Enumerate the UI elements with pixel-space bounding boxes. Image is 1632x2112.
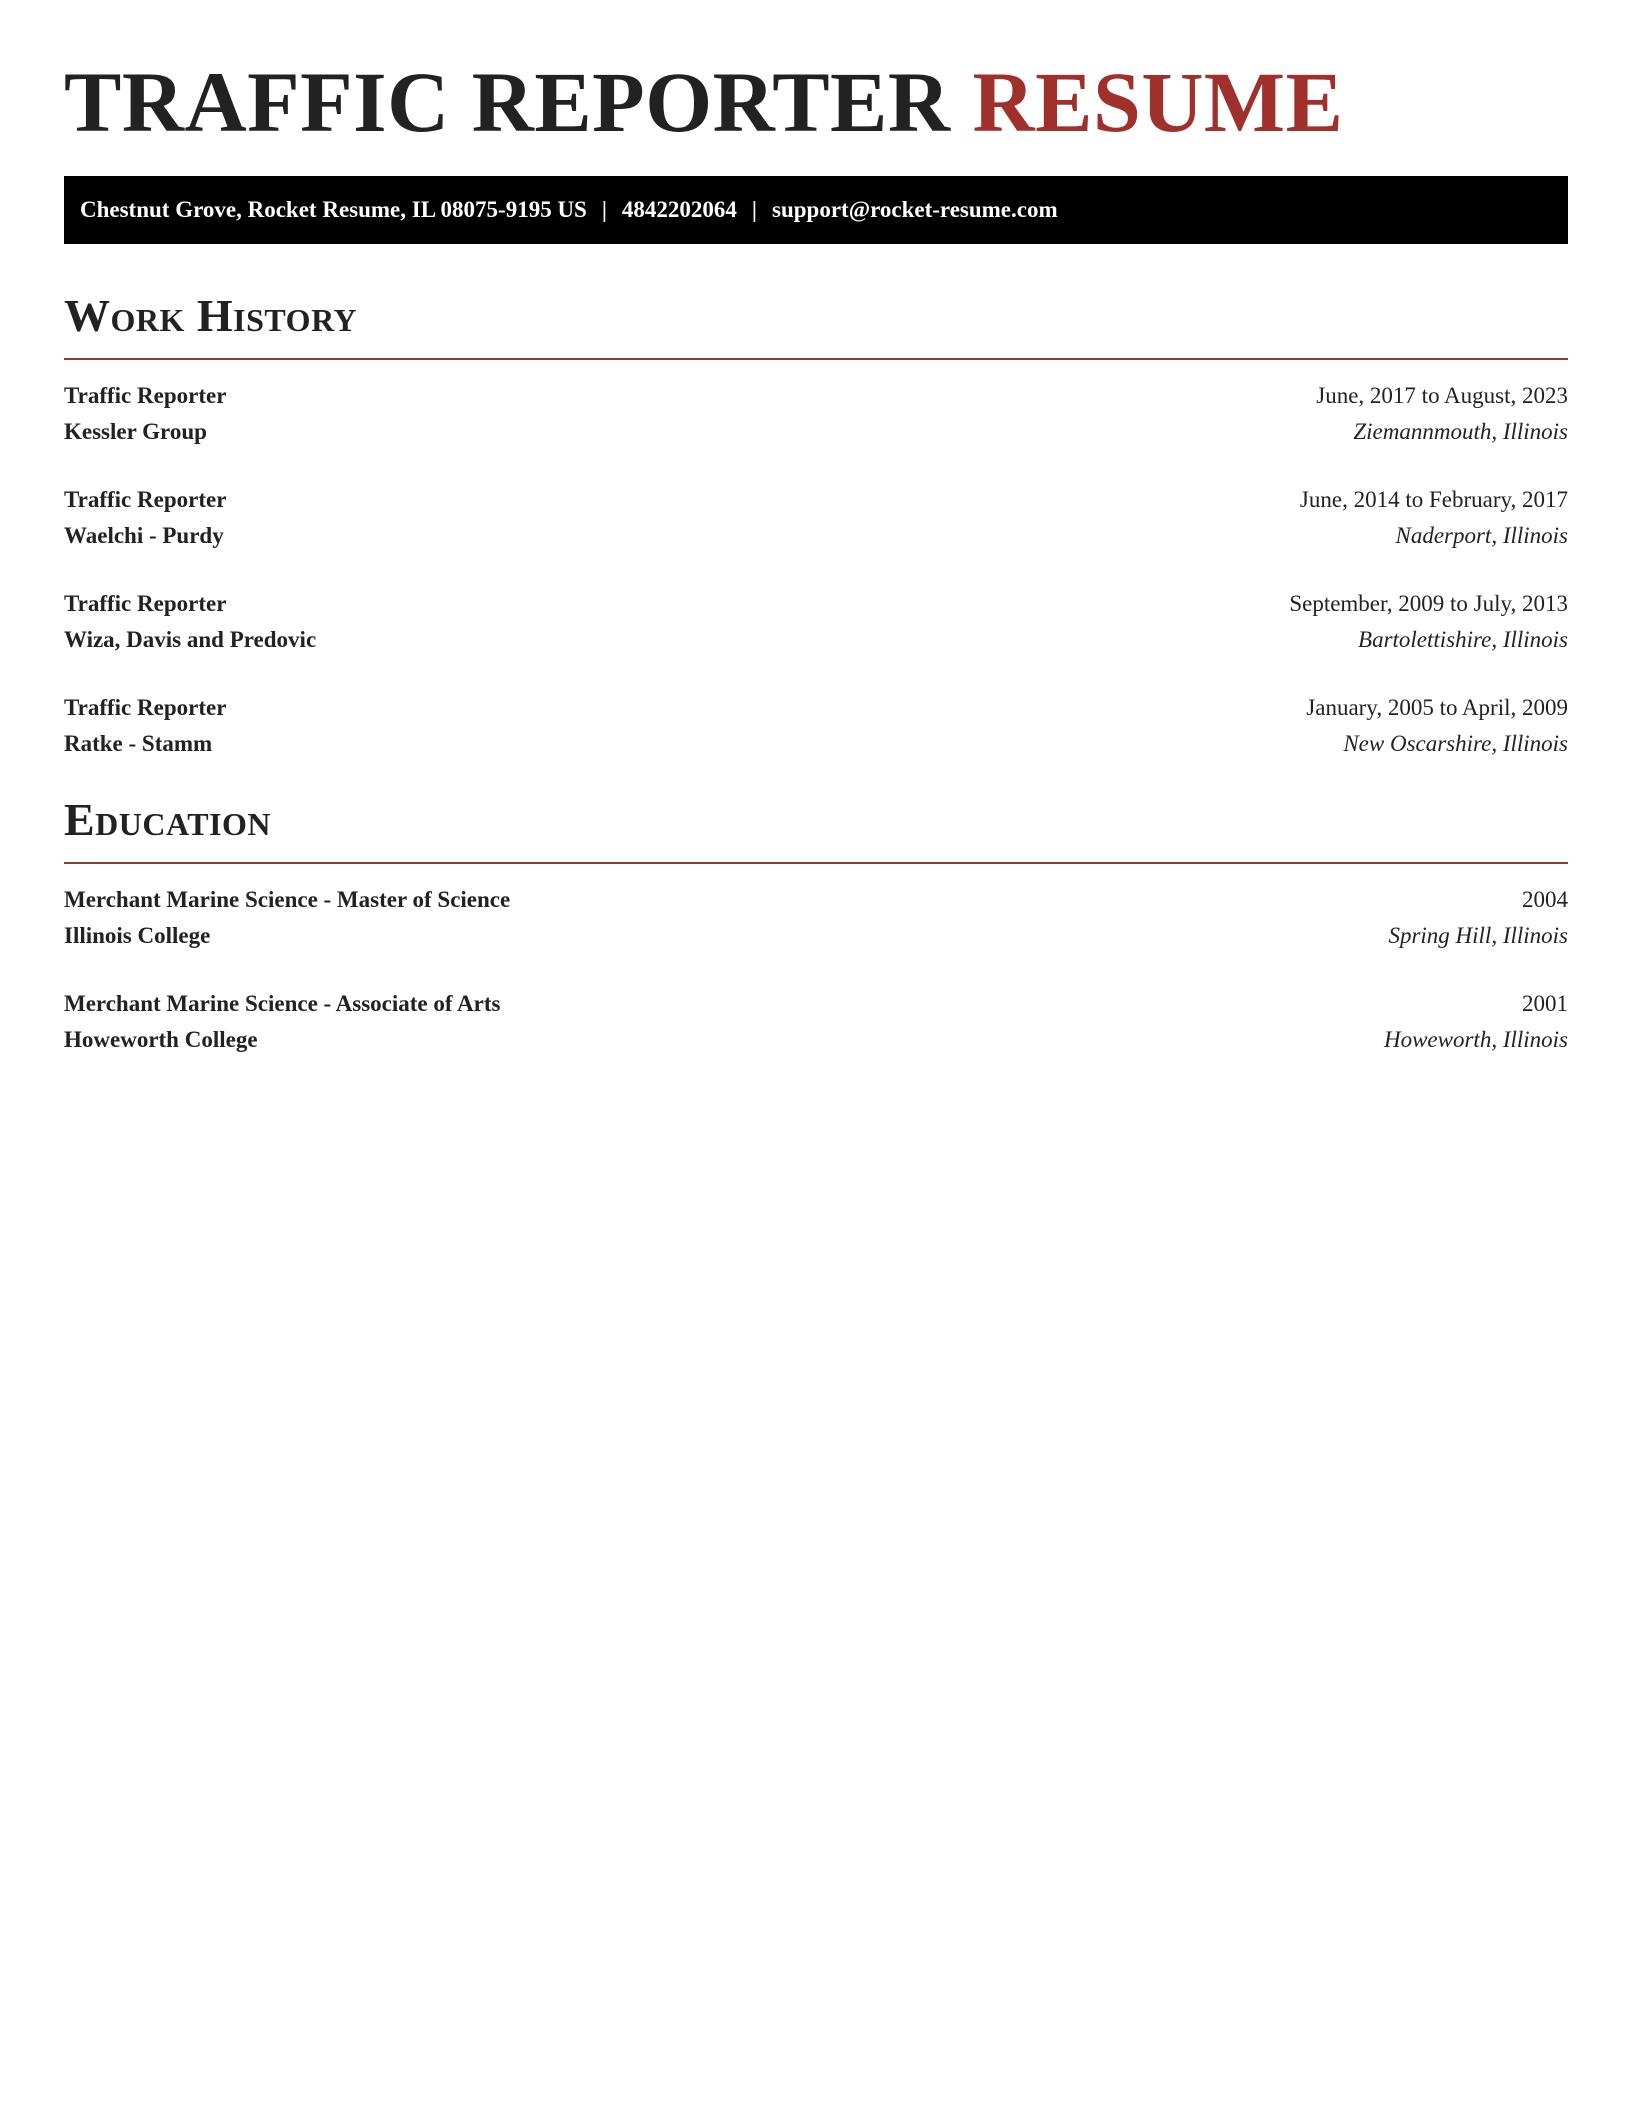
company-name: Wiza, Davis and Predovic: [64, 627, 317, 652]
work-history-section: [64, 288, 1568, 762]
job-title: Traffic Reporter: [64, 591, 227, 616]
contact-separator: |: [601, 197, 607, 222]
education-entry: [64, 986, 1568, 1058]
job-location: Naderport, Illinois: [1395, 523, 1568, 548]
job-dates: June, 2014 to February, 2017: [1299, 487, 1568, 512]
education-section: [64, 792, 1568, 1058]
company-name: Ratke - Stamm: [64, 731, 213, 756]
degree-name: Merchant Marine Science - Master of Science: [64, 887, 511, 912]
education-entry: [64, 882, 1568, 954]
company-name: Waelchi - Purdy: [64, 523, 224, 548]
contact-address: Chestnut Grove, Rocket Resume, IL 08075-9195 US: [80, 197, 587, 222]
work-entry: [64, 690, 1568, 762]
contact-email[interactable]: support@rocket-resume.com: [772, 197, 1058, 222]
contact-phone: 4842202064: [621, 197, 737, 222]
title-accent: RESUME: [972, 54, 1344, 150]
section-heading-work-history: Work History: [64, 290, 358, 341]
job-title: Traffic Reporter: [64, 695, 227, 720]
job-dates: September, 2009 to July, 2013: [1289, 591, 1568, 616]
graduation-year: 2004: [1522, 887, 1568, 912]
company-name: Kessler Group: [64, 419, 207, 444]
job-dates: January, 2005 to April, 2009: [1306, 695, 1568, 720]
graduation-year: 2001: [1522, 991, 1568, 1016]
job-dates: June, 2017 to August, 2023: [1316, 383, 1568, 408]
contact-separator: |: [751, 197, 757, 222]
job-location: New Oscarshire, Illinois: [1343, 731, 1568, 756]
section-divider: [64, 358, 1568, 360]
resume-page: [64, 0, 1568, 1058]
job-location: Ziemannmouth, Illinois: [1353, 419, 1568, 444]
page-title: [64, 0, 1568, 152]
job-location: Bartolettishire, Illinois: [1358, 627, 1568, 652]
section-divider: [64, 862, 1568, 864]
school-name: Howeworth College: [64, 1027, 258, 1052]
section-heading-education: Education: [64, 794, 272, 845]
work-entry: [64, 586, 1568, 658]
work-entry: [64, 482, 1568, 554]
school-name: Illinois College: [64, 923, 211, 948]
school-location: Howeworth, Illinois: [1383, 1027, 1568, 1052]
school-location: Spring Hill, Illinois: [1388, 923, 1568, 948]
job-title: Traffic Reporter: [64, 383, 227, 408]
contact-bar: [64, 176, 1568, 244]
title-main: TRAFFIC REPORTER: [64, 54, 951, 150]
degree-name: Merchant Marine Science - Associate of Arts: [64, 991, 501, 1016]
work-entry: [64, 378, 1568, 450]
job-title: Traffic Reporter: [64, 487, 227, 512]
